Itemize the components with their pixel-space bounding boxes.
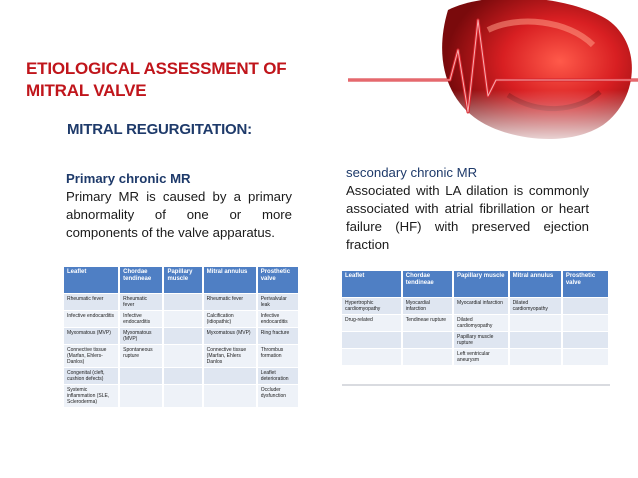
- table-cell: Systemic inflammation (SLE, Scleroderma): [64, 385, 118, 407]
- table-header-cell: Papillary muscle: [454, 271, 508, 297]
- primary-mr-text: Primary MR is caused by a primary abnormality of one or more components of the valve apparatus.: [66, 189, 292, 240]
- table-cell: [510, 332, 561, 348]
- slide-title-line1: ETIOLOGICAL ASSESSMENT OF: [26, 59, 287, 78]
- slide-title-line2: MITRAL VALVE: [26, 81, 147, 100]
- table-cell: [563, 332, 608, 348]
- table-cell: Infective endocarditis: [120, 311, 162, 327]
- table-cell: Calcification (idiopathic): [204, 311, 256, 327]
- secondary-mr-block: [346, 164, 589, 254]
- table-cell: [510, 349, 561, 365]
- table-header-cell: Leaflet: [342, 271, 401, 297]
- table-header-cell: Leaflet: [64, 267, 118, 293]
- table-row: [64, 294, 298, 310]
- table-cell: [563, 349, 608, 365]
- table-row: [64, 368, 298, 384]
- table-cell: Left ventricular aneurysm: [454, 349, 508, 365]
- table-cell: Drug-related: [342, 315, 401, 331]
- table-cell: [563, 298, 608, 314]
- table-row: [342, 315, 608, 331]
- table-cell: [164, 345, 201, 367]
- table-row: [342, 332, 608, 348]
- table-cell: Myocardial infarction: [403, 298, 452, 314]
- secondary-mr-table: [340, 270, 610, 366]
- table-cell: [342, 332, 401, 348]
- table-cell: [204, 368, 256, 384]
- table-header-cell: Mitral annulus: [204, 267, 256, 293]
- table-header-cell: Prosthetic valve: [563, 271, 608, 297]
- table-cell: Rheumatic fever: [64, 294, 118, 310]
- table-cell: Occluder dysfunction: [258, 385, 298, 407]
- table-cell: Myxomatous (MVP): [64, 328, 118, 344]
- table-cell: [342, 349, 401, 365]
- table-cell: [164, 368, 201, 384]
- table-cell: [164, 328, 201, 344]
- slide-title: [26, 58, 326, 102]
- table-cell: Leaflet deterioration: [258, 368, 298, 384]
- table-cell: Spontaneous rupture: [120, 345, 162, 367]
- table-header-cell: Chordae tendineae: [120, 267, 162, 293]
- section-subtitle: MITRAL REGURGITATION:: [67, 121, 252, 138]
- table-cell: Myxomatous (MVP): [120, 328, 162, 344]
- table-header-cell: Mitral annulus: [510, 271, 561, 297]
- heart-ecg-image: [338, 0, 638, 150]
- table-cell: [120, 385, 162, 407]
- table-header-cell: Chordae tendineae: [403, 271, 452, 297]
- primary-mr-heading: Primary chronic MR: [66, 171, 191, 186]
- table-cell: [403, 332, 452, 348]
- table-cell: [120, 368, 162, 384]
- table-cell: [164, 294, 201, 310]
- table-cell: Papillary muscle rupture: [454, 332, 508, 348]
- table-row: [64, 311, 298, 327]
- table-shadow-divider: [342, 384, 610, 386]
- table-cell: [204, 385, 256, 407]
- table-cell: [164, 385, 201, 407]
- table-cell: Connective tissue (Marfan, Ehlers Danlos: [204, 345, 256, 367]
- table-row: [64, 345, 298, 367]
- table-cell: Infective endocarditis: [64, 311, 118, 327]
- table-row: [342, 349, 608, 365]
- table-cell: Myxomatous (MVP): [204, 328, 256, 344]
- table-cell: Infective endocarditis: [258, 311, 298, 327]
- table-cell: Rheumatic fever: [204, 294, 256, 310]
- table-cell: [563, 315, 608, 331]
- table-row: [64, 385, 298, 407]
- table-cell: Congenital (cleft, cushion defects): [64, 368, 118, 384]
- table-header-cell: Prosthetic valve: [258, 267, 298, 293]
- table-cell: Hypertrophic cardiomyopathy: [342, 298, 401, 314]
- table-cell: Connective tissue (Marfan, Ehlers-Danlos): [64, 345, 118, 367]
- table-cell: [403, 349, 452, 365]
- table-cell: [510, 315, 561, 331]
- table-cell: Thrombus formation: [258, 345, 298, 367]
- table-row: [342, 298, 608, 314]
- secondary-mr-heading: secondary chronic MR: [346, 165, 478, 180]
- table-row: [64, 328, 298, 344]
- primary-mr-block: [66, 170, 292, 242]
- table-cell: Perivalvular leak: [258, 294, 298, 310]
- table-cell: Dilated cardiomyopathy: [510, 298, 561, 314]
- table-cell: Tendineae rupture: [403, 315, 452, 331]
- primary-mr-table: [62, 266, 300, 408]
- table-cell: Dilated cardiomyopathy: [454, 315, 508, 331]
- table-header-row: [342, 271, 608, 297]
- table-cell: Rheumatic fever: [120, 294, 162, 310]
- table-cell: Ring fracture: [258, 328, 298, 344]
- table-cell: [164, 311, 201, 327]
- table-cell: Myocardial infarction: [454, 298, 508, 314]
- table-header-cell: Papillary muscle: [164, 267, 201, 293]
- table-header-row: [64, 267, 298, 293]
- secondary-mr-text: Associated with LA dilation is commonly associated with atrial fibrillation or heart failure (HF) with preserved ejection fraction: [346, 183, 589, 252]
